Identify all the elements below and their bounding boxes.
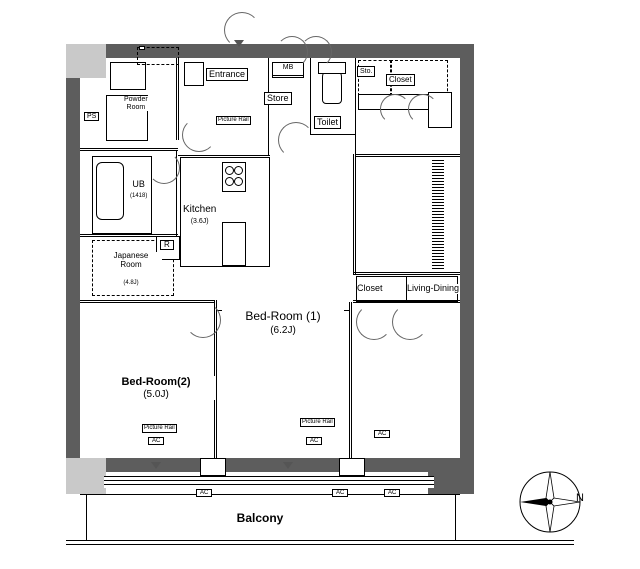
door-arc-closet-top-1 xyxy=(380,94,410,124)
label-closet-top: Closet xyxy=(386,74,415,86)
door-arc-hall xyxy=(182,118,216,152)
bed1-size: (5.0J) xyxy=(143,389,169,401)
label-living-dining xyxy=(222,310,344,336)
arrow-top xyxy=(234,40,244,47)
corner-block-br xyxy=(428,458,474,494)
wall-right xyxy=(460,44,474,472)
wall-line-3 xyxy=(176,58,177,140)
picture-rail-bed2: Picture Rail xyxy=(302,419,333,425)
bed1-name: Bed-Room(2) xyxy=(121,376,191,388)
door-arc-toilet xyxy=(278,122,314,158)
label-walk-in-closet xyxy=(100,252,162,287)
door-arc-ub xyxy=(148,152,180,184)
balcony-edge-right xyxy=(455,494,456,540)
wall-left xyxy=(66,44,80,472)
balcony-line-3 xyxy=(66,544,574,545)
label-linen xyxy=(139,46,145,50)
label-sto: Sto. xyxy=(357,66,375,77)
wall-line-15 xyxy=(353,300,460,301)
wall-line-9 xyxy=(310,134,356,135)
wall-line-14b xyxy=(353,274,460,275)
label-mb: MB xyxy=(272,62,304,76)
japanese-room-shoji xyxy=(432,160,444,270)
wall-line-3b xyxy=(178,58,179,140)
door-arc-top-2 xyxy=(300,36,332,68)
label-bed-room-2 xyxy=(355,374,455,386)
compass-north-label: N xyxy=(576,492,584,504)
label-kitchen xyxy=(183,204,216,226)
wall-line-12 xyxy=(355,154,460,155)
door-arc-bed2-b xyxy=(392,304,428,340)
wic-line2: Room xyxy=(120,259,142,269)
label-closet-left: Closet xyxy=(357,283,383,293)
balcony-edge-left xyxy=(86,494,87,540)
door-arc-closet-top-2 xyxy=(408,94,438,124)
wall-line-5 xyxy=(80,234,178,235)
wall-line-14 xyxy=(353,272,460,273)
wall-bottom xyxy=(66,458,474,472)
wall-line-4 xyxy=(80,148,178,149)
wall-line-7 xyxy=(268,58,269,156)
stove-burner-4 xyxy=(234,177,243,186)
label-store: Store xyxy=(264,92,292,105)
wall-line-12b xyxy=(355,156,460,157)
label-toilet: Toilet xyxy=(314,116,341,129)
wall-top xyxy=(66,44,474,58)
label-ub xyxy=(130,180,147,200)
wall-line-16b xyxy=(351,302,352,460)
wall-line-13b xyxy=(355,154,356,274)
kitchen-size: (3.6J) xyxy=(190,218,209,225)
wall-line-4b xyxy=(80,150,178,151)
wall-line-10 xyxy=(310,58,311,134)
wall-line-8 xyxy=(178,155,270,156)
ac-label-2: AC xyxy=(306,437,322,445)
door-arc-bed2 xyxy=(356,304,392,340)
ac-label-3: AC xyxy=(374,430,390,438)
label-entrance: Entrance xyxy=(206,68,248,81)
ps-label-1: PS xyxy=(84,112,99,121)
ac-label-5: AC xyxy=(332,489,348,497)
label-japanese-room xyxy=(360,166,428,190)
room-label-balcony: Balcony xyxy=(236,511,284,525)
picture-rail-hall: Picture Rail xyxy=(218,117,249,123)
compass xyxy=(514,466,586,538)
arrow-bottom-2 xyxy=(283,462,293,469)
bathtub xyxy=(96,162,124,220)
ac-label-4: AC xyxy=(196,489,212,497)
corner-block-tl xyxy=(66,44,106,78)
arrow-bottom-1 xyxy=(151,462,161,469)
label-closet-right: Living-Dining xyxy=(407,283,460,293)
balcony-railing xyxy=(104,476,434,488)
label-powder-room xyxy=(124,96,148,111)
ub-size: (1418) xyxy=(130,192,148,199)
balcony-line-2 xyxy=(66,540,574,541)
wic-size: (4.8J) xyxy=(123,280,139,287)
ps-shaft-bottom-2 xyxy=(339,458,365,476)
label-bed-room-1 xyxy=(96,376,216,400)
ps-shaft-bottom-1 xyxy=(200,458,226,476)
kitchen-sink-basin xyxy=(222,222,246,266)
ac-label-1: AC xyxy=(148,437,164,445)
kitchen-name: Kitchen xyxy=(183,204,217,215)
sink-box xyxy=(184,62,204,86)
corner-block-bl xyxy=(66,458,106,494)
powder-room-line2: Room xyxy=(126,103,146,111)
balcony-line-1 xyxy=(80,494,460,495)
picture-rail-bed1: Picture Rail xyxy=(144,425,175,431)
door-arc-bed1 xyxy=(185,302,221,338)
label-r: R xyxy=(160,240,174,250)
wall-line-13 xyxy=(353,154,354,274)
powder-room-line1: Powder xyxy=(124,96,148,103)
wall-line-16 xyxy=(349,302,350,460)
stove-burner-1 xyxy=(225,166,234,175)
stove-burner-2 xyxy=(234,166,243,175)
wic-line1: Japanese xyxy=(113,251,149,260)
ld-size: (6.2J) xyxy=(270,325,296,337)
powder-upper-box xyxy=(110,62,146,90)
wall-line-1 xyxy=(80,300,215,301)
ub-name: UB xyxy=(132,179,145,189)
ac-label-6: AC xyxy=(384,489,400,497)
wall-line-11 xyxy=(355,58,356,154)
stove-burner-3 xyxy=(225,177,234,186)
ld-name: Bed-Room (1) xyxy=(245,309,321,323)
wall-line-15b xyxy=(353,302,460,303)
